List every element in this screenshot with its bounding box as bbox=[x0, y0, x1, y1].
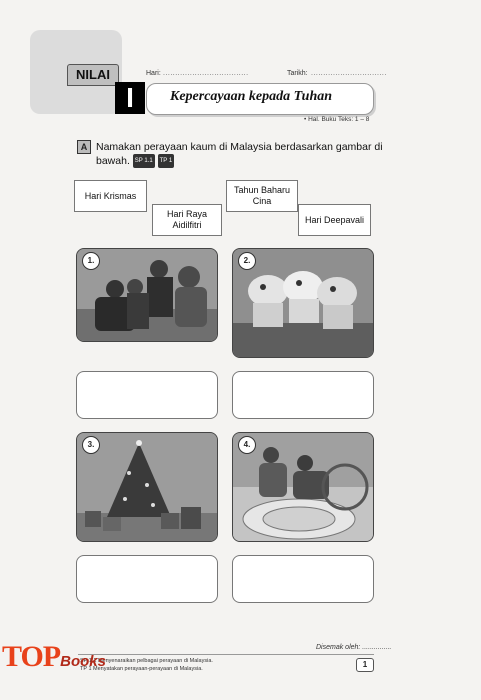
topbooks-logo bbox=[2, 640, 106, 674]
logo-top-text: TOP bbox=[2, 640, 61, 673]
picture-number: 1. bbox=[82, 252, 100, 270]
sp-tag: SP 1.1 bbox=[133, 154, 155, 168]
word-bank-item: Hari Deepavali bbox=[298, 204, 371, 236]
tarikh-field[interactable]: ............................... bbox=[311, 70, 387, 77]
word-bank-item: Hari Raya Aidilfitri bbox=[152, 204, 222, 236]
tarikh-label: Tarikh: bbox=[287, 70, 308, 77]
nilai-tab: NILAI bbox=[67, 64, 119, 86]
picture-number: 2. bbox=[238, 252, 256, 270]
page-title: Kepercayaan kepada Tuhan bbox=[170, 89, 333, 104]
disemak-oleh: Disemak oleh: ............... bbox=[316, 644, 392, 651]
footer-sp-line: SP 1.1 Menyenaraikan pelbagai perayaan di Malaysia. bbox=[80, 658, 213, 664]
word-bank-item: Tahun Baharu Cina bbox=[226, 180, 298, 212]
page-number: 1 bbox=[356, 658, 374, 672]
tp-tag: TP 1 bbox=[158, 154, 175, 168]
answer-box-1[interactable] bbox=[76, 371, 218, 419]
footer-divider bbox=[78, 654, 374, 655]
answer-box-3[interactable] bbox=[76, 555, 218, 603]
answer-box-2[interactable] bbox=[232, 371, 374, 419]
unit-number: I bbox=[115, 82, 145, 114]
word-bank-item: Hari Krismas bbox=[74, 180, 147, 212]
instruction bbox=[96, 140, 391, 168]
hari-label: Hari: bbox=[146, 70, 161, 77]
logo-books-text: Books bbox=[60, 653, 106, 670]
footer-tp-line: TP 1 Menyatakan perayaan-perayaan di Malaysia. bbox=[80, 666, 203, 672]
hari-field[interactable]: ................................... bbox=[163, 70, 249, 77]
answer-box-4[interactable] bbox=[232, 555, 374, 603]
section-letter: A bbox=[77, 140, 91, 154]
instruction-text: Namakan perayaan kaum di Malaysia berdasarkan gambar di bawah. bbox=[96, 141, 383, 167]
textbook-reference: • Hal. Buku Teks: 1 – 8 bbox=[304, 116, 370, 123]
picture-number: 4. bbox=[238, 436, 256, 454]
picture-number: 3. bbox=[82, 436, 100, 454]
